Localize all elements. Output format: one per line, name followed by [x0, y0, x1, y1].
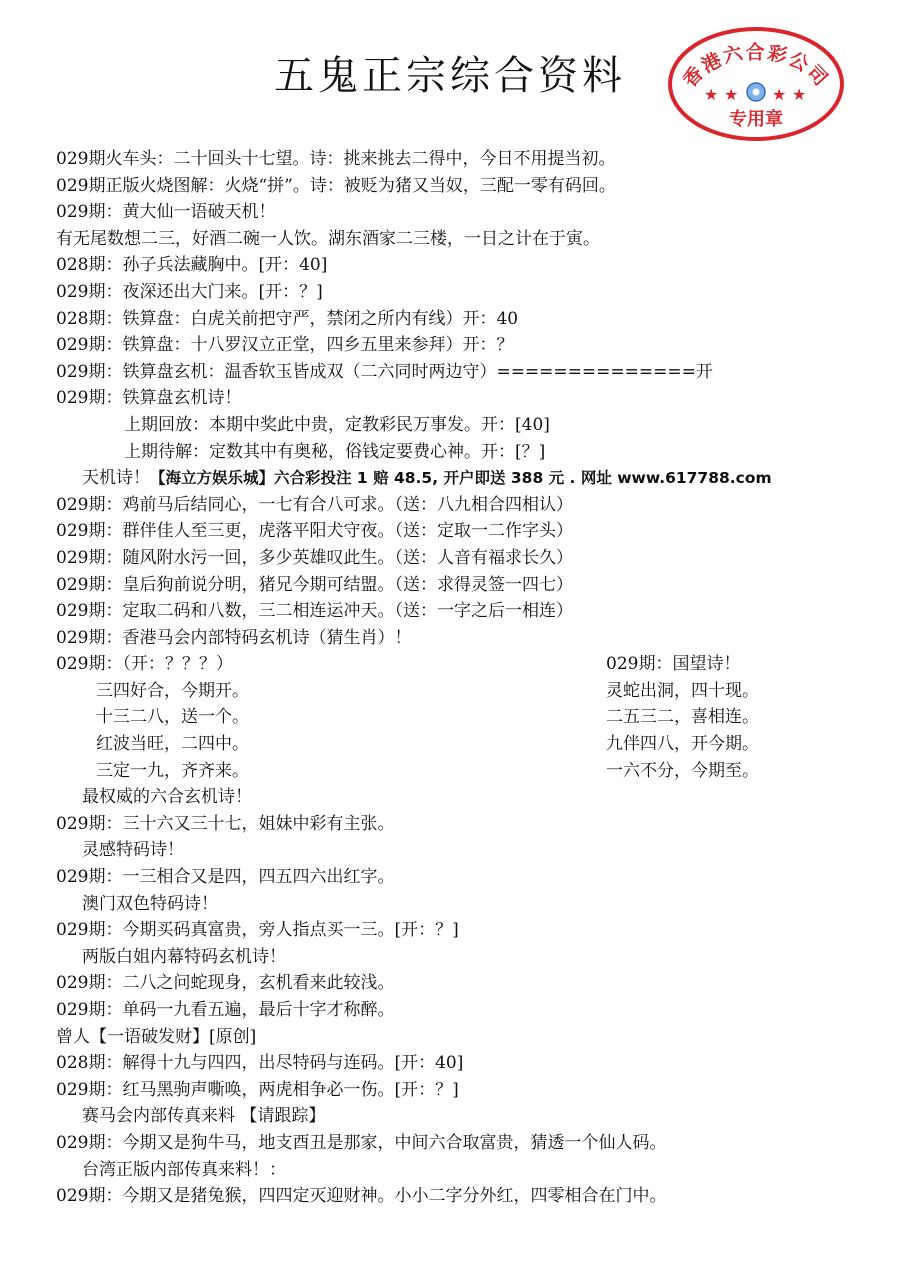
text-line: 029期：二八之问蛇现身，玄机看来此较浅。 — [56, 973, 395, 994]
text-line: 029期：一三相合又是四，四五四六出红字。 — [56, 867, 395, 888]
page-title: 五鬼正宗综合资料 — [274, 53, 626, 99]
left-column-head: 029期：（开：？？？） — [56, 654, 233, 675]
text-line: 029期：夜深还出大门来。[开：？] — [56, 281, 323, 302]
text-line: 029期：今期又是猪兔猴，四四定灭迎财神。小小二字分外红，四零相合在门中。 — [56, 1186, 667, 1207]
section-heading: 赛马会内部传真来料 【请跟踪】 — [82, 1106, 326, 1127]
text-line: 029期：今期又是狗牛马，地支酉丑是那家，中间六合取富贵，猜透一个仙人码。 — [56, 1133, 667, 1153]
text-line: 028期：解得十九与四四，出尽特码与连码。[开：40] — [56, 1053, 464, 1074]
text-line: 028期：孙子兵法藏胸中。[开：40] — [56, 255, 328, 276]
top-lines — [56, 146, 856, 412]
text-line: 029期：铁算盘玄机：温香软玉皆成双（二六同时两边守）==============开 — [56, 361, 713, 382]
text-line: 029期：香港马会内部特码玄机诗（猜生肖）！ — [56, 627, 412, 648]
section-heading: 两版白姐内幕特码玄机诗！ — [82, 946, 286, 967]
svg-text:专用章: 专用章 — [729, 109, 783, 130]
text-line: 029期：鸡前马后结同心，一七有合八可求。（送：八九相合四相认） — [56, 494, 573, 515]
text-line: 曾人【一语破发财】[原创] — [56, 1026, 257, 1047]
section-heading: 澳门双色特码诗！ — [82, 893, 218, 914]
ad-prefix: 天机诗！ — [82, 468, 150, 489]
text-line: 029期：铁算盘：十八罗汉立正堂，四乡五里来参拜）开：？ — [56, 335, 514, 356]
text-line: 028期：铁算盘：白虎关前把守严，禁闭之所内有线）开：40 — [56, 308, 519, 329]
middle-lines — [56, 492, 856, 652]
verse-line: 一六不分，今期至。 — [606, 760, 759, 781]
svg-text:★: ★ — [792, 85, 807, 104]
indented-line: 上期回放：本期中奖此中贵，定教彩民万事发。开：[40] — [124, 414, 550, 435]
text-line: 029期：红马黑驹声嘶唤，两虎相争必一伤。[开：？] — [56, 1079, 459, 1100]
text-line: 029期：随风附水污一回，多少英雄叹此生。（送：人音有福求长久） — [56, 547, 573, 568]
document-body — [56, 146, 856, 1210]
text-line: 029期：黄大仙一语破天机！ — [56, 202, 276, 223]
right-column — [606, 651, 866, 784]
text-line: 029期：单码一九看五遍，最后十字才称醉。 — [56, 1000, 395, 1021]
ad-banner — [56, 465, 856, 492]
text-line: 029期正版火烧图解：火烧“拼”。诗：被贬为猪又当奴，三配一零有码回。 — [56, 175, 616, 196]
text-line: 有无尾数想二三，好酒二碗一人饮。湖东酒家二三楼，一日之计在于寅。 — [56, 228, 600, 249]
verse-line: 灵蛇出洞，四十现。 — [606, 680, 759, 701]
right-column-head: 029期：国望诗！ — [606, 654, 741, 675]
verse-line: 三四好合，今期开。 — [96, 680, 249, 701]
text-line: 029期：今期买码真富贵，旁人指点买一三。[开：？] — [56, 920, 459, 941]
company-seal-stamp — [666, 24, 846, 142]
svg-text:香港六合彩公司: 香港六合彩公司 — [679, 41, 833, 92]
svg-text:★: ★ — [704, 85, 719, 104]
verse-line: 二五三二，喜相连。 — [606, 707, 759, 728]
text-line: 029期：三十六又三十七，姐妹中彩有主张。 — [56, 813, 395, 834]
section-heading: 最权威的六合玄机诗！ — [82, 787, 252, 808]
verse-line: 红波当旺，二四中。 — [96, 734, 249, 755]
left-column — [56, 651, 576, 784]
section-heading: 台湾正版内部传真来料！： — [82, 1159, 286, 1180]
two-column-section — [56, 651, 856, 784]
text-line: 029期：皇后狗前说分明，猪兄今期可结盟。（送：求得灵签一四七） — [56, 574, 573, 595]
verse-line: 十三二八，送一个。 — [96, 707, 249, 728]
ad-text: 【海立方娱乐城】六合彩投注 1 赔 48.5, 开户即送 388 元 . 网址 www.617788.com — [150, 469, 772, 488]
text-line: 029期：定取二码和八数，三二相连运冲天。（送：一字之后一相连） — [56, 601, 573, 622]
text-line: 029期：群伴佳人至三更，虎落平阳犬守夜。（送：定取一二作字头） — [56, 521, 573, 542]
svg-text:★: ★ — [724, 85, 739, 104]
section-heading: 灵感特码诗！ — [82, 840, 184, 861]
verse-line: 三定一九，齐齐来。 — [96, 760, 249, 781]
indented-line: 上期待解：定数其中有奥秘，俗钱定要费心神。开：[？] — [124, 441, 546, 462]
bottom-lines — [56, 784, 856, 1210]
indented-lines — [56, 412, 856, 465]
text-line: 029期火车头：二十回头十七望。诗：挑来挑去二得中，今日不用提当初。 — [56, 149, 616, 169]
text-line: 029期：铁算盘玄机诗！ — [56, 388, 242, 409]
verse-line: 九伴四八，开今期。 — [606, 734, 759, 755]
svg-text:★: ★ — [772, 85, 787, 104]
